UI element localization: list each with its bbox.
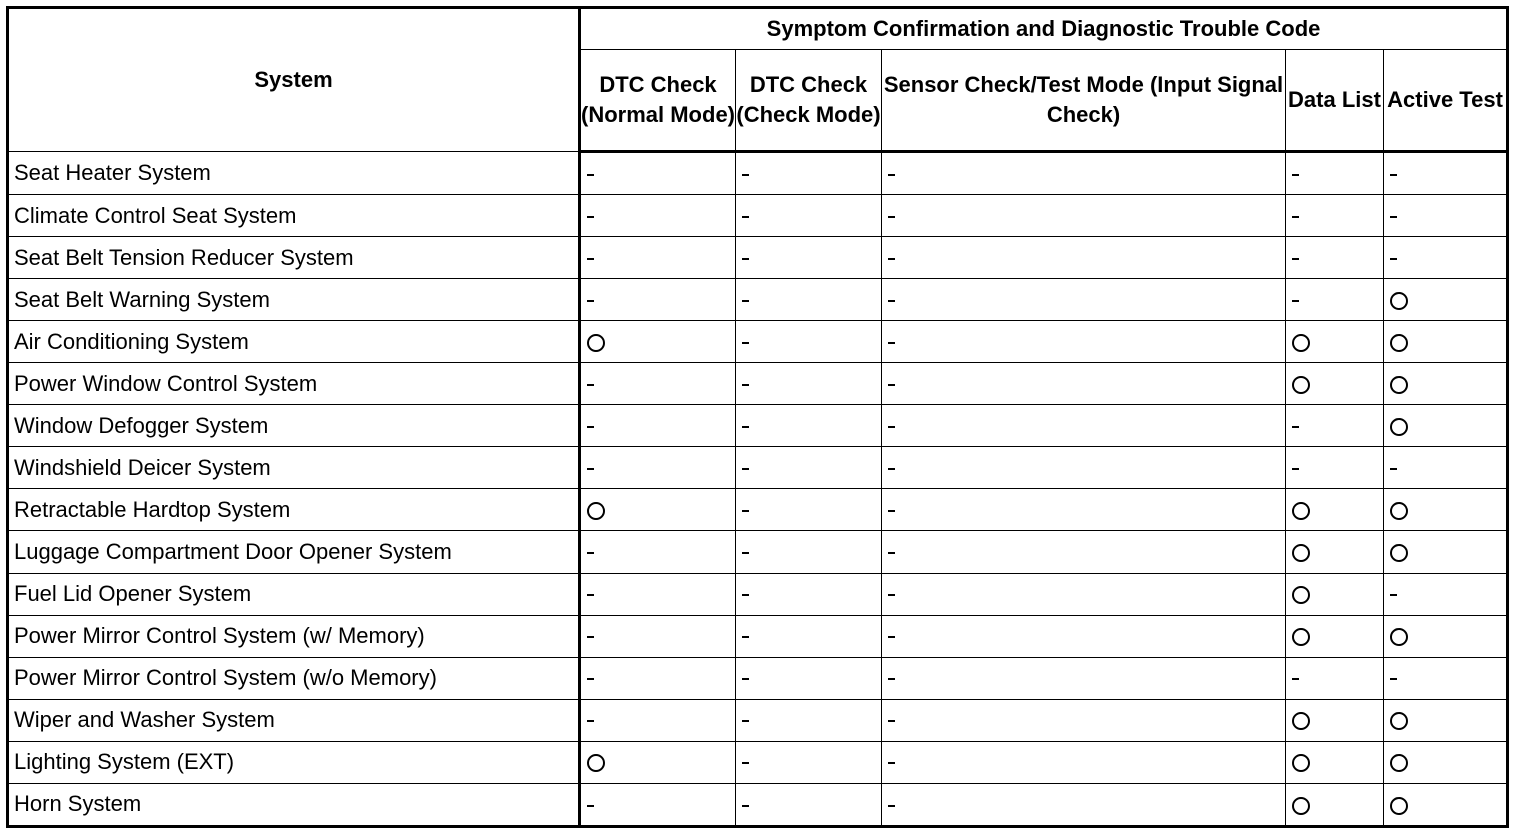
not-supported-dash-icon: [587, 300, 594, 302]
dtc-normal-cell: [580, 573, 736, 615]
not-supported-dash-icon: [742, 468, 749, 470]
not-supported-dash-icon: [742, 678, 749, 680]
not-supported-dash-icon: [888, 510, 895, 512]
supported-circle-icon: [1390, 712, 1408, 730]
not-supported-dash-icon: [1292, 468, 1299, 470]
dtc-check-cell: [736, 405, 882, 447]
sensor-check-cell: [882, 489, 1286, 531]
dtc-check-cell: [736, 152, 882, 195]
not-supported-dash-icon: [742, 805, 749, 807]
supported-circle-icon: [1292, 712, 1310, 730]
active-test-cell: [1384, 279, 1508, 321]
dtc-check-cell: [736, 321, 882, 363]
supported-circle-icon: [1390, 334, 1408, 352]
system-name-cell: Horn System: [8, 783, 580, 826]
active-test-cell: [1384, 657, 1508, 699]
not-supported-dash-icon: [888, 720, 895, 722]
table-row: [8, 657, 1508, 699]
sensor-check-cell: [882, 741, 1286, 783]
supported-circle-icon: [1390, 797, 1408, 815]
not-supported-dash-icon: [742, 174, 749, 176]
data-list-cell: [1286, 699, 1384, 741]
not-supported-dash-icon: [587, 426, 594, 428]
table-row: [8, 573, 1508, 615]
data-list-cell: [1286, 783, 1384, 826]
table-row: [8, 447, 1508, 489]
system-name-cell: Wiper and Washer System: [8, 699, 580, 741]
not-supported-dash-icon: [742, 384, 749, 386]
system-name-cell: Air Conditioning System: [8, 321, 580, 363]
not-supported-dash-icon: [888, 552, 895, 554]
dtc-normal-cell: [580, 195, 736, 237]
supported-circle-icon: [1292, 797, 1310, 815]
data-list-cell: [1286, 531, 1384, 573]
active-test-column-header: Active Test: [1384, 50, 1508, 152]
active-test-cell: [1384, 783, 1508, 826]
sensor-check-cell: [882, 615, 1286, 657]
not-supported-dash-icon: [587, 468, 594, 470]
table-row: [8, 699, 1508, 741]
not-supported-dash-icon: [1390, 258, 1397, 260]
not-supported-dash-icon: [742, 594, 749, 596]
data-list-cell: [1286, 573, 1384, 615]
dtc-check-cell: [736, 531, 882, 573]
dtc-normal-cell: [580, 237, 736, 279]
not-supported-dash-icon: [742, 216, 749, 218]
not-supported-dash-icon: [888, 300, 895, 302]
supported-circle-icon: [1390, 292, 1408, 310]
not-supported-dash-icon: [587, 678, 594, 680]
sensor-check-cell: [882, 783, 1286, 826]
data-list-cell: [1286, 657, 1384, 699]
table-row: [8, 279, 1508, 321]
table-row: [8, 531, 1508, 573]
dtc-check-cell: [736, 573, 882, 615]
sensor-check-cell: [882, 152, 1286, 195]
not-supported-dash-icon: [1390, 594, 1397, 596]
not-supported-dash-icon: [888, 636, 895, 638]
not-supported-dash-icon: [742, 342, 749, 344]
active-test-cell: [1384, 615, 1508, 657]
data-list-cell: [1286, 405, 1384, 447]
supported-circle-icon: [1292, 628, 1310, 646]
supported-circle-icon: [1390, 628, 1408, 646]
not-supported-dash-icon: [742, 762, 749, 764]
active-test-cell: [1384, 321, 1508, 363]
table-body: [8, 152, 1508, 827]
dtc-normal-cell: [580, 152, 736, 195]
table-row: [8, 615, 1508, 657]
supported-circle-icon: [1292, 544, 1310, 562]
supported-circle-icon: [1390, 418, 1408, 436]
system-name-cell: Power Mirror Control System (w/ Memory): [8, 615, 580, 657]
not-supported-dash-icon: [742, 720, 749, 722]
dtc-normal-cell: [580, 489, 736, 531]
system-name-cell: Seat Heater System: [8, 152, 580, 195]
not-supported-dash-icon: [742, 510, 749, 512]
diagnostic-function-table: [6, 6, 1509, 828]
data-list-cell: [1286, 279, 1384, 321]
active-test-cell: [1384, 195, 1508, 237]
not-supported-dash-icon: [888, 426, 895, 428]
not-supported-dash-icon: [742, 258, 749, 260]
dtc-check-cell: [736, 363, 882, 405]
data-list-cell: [1286, 321, 1384, 363]
table-row: [8, 237, 1508, 279]
data-list-cell: [1286, 195, 1384, 237]
table-row: [8, 741, 1508, 783]
system-name-cell: Seat Belt Warning System: [8, 279, 580, 321]
sensor-check-cell: [882, 363, 1286, 405]
not-supported-dash-icon: [1292, 426, 1299, 428]
not-supported-dash-icon: [587, 594, 594, 596]
not-supported-dash-icon: [1292, 216, 1299, 218]
symptom-confirmation-group-header: Symptom Confirmation and Diagnostic Trouble Code: [580, 8, 1508, 50]
not-supported-dash-icon: [1292, 258, 1299, 260]
supported-circle-icon: [1390, 502, 1408, 520]
system-column-header: System: [8, 8, 580, 152]
dtc-normal-cell: [580, 657, 736, 699]
active-test-cell: [1384, 699, 1508, 741]
dtc-normal-cell: [580, 699, 736, 741]
active-test-cell: [1384, 363, 1508, 405]
not-supported-dash-icon: [587, 384, 594, 386]
data-list-cell: [1286, 741, 1384, 783]
dtc-normal-cell: [580, 447, 736, 489]
header-row-group: [8, 8, 1508, 50]
dtc-check-cell: [736, 447, 882, 489]
data-list-cell: [1286, 152, 1384, 195]
supported-circle-icon: [1390, 544, 1408, 562]
dtc-check-cell: [736, 237, 882, 279]
not-supported-dash-icon: [587, 805, 594, 807]
not-supported-dash-icon: [587, 636, 594, 638]
not-supported-dash-icon: [888, 342, 895, 344]
data-list-cell: [1286, 615, 1384, 657]
active-test-cell: [1384, 531, 1508, 573]
supported-circle-icon: [587, 334, 605, 352]
data-list-cell: [1286, 489, 1384, 531]
not-supported-dash-icon: [742, 300, 749, 302]
not-supported-dash-icon: [1390, 678, 1397, 680]
active-test-cell: [1384, 573, 1508, 615]
dtc-normal-cell: [580, 741, 736, 783]
table-row: [8, 195, 1508, 237]
not-supported-dash-icon: [1292, 174, 1299, 176]
sensor-check-cell: [882, 321, 1286, 363]
supported-circle-icon: [1292, 754, 1310, 772]
active-test-cell: [1384, 152, 1508, 195]
system-name-cell: Climate Control Seat System: [8, 195, 580, 237]
not-supported-dash-icon: [888, 174, 895, 176]
dtc-normal-cell: [580, 279, 736, 321]
not-supported-dash-icon: [888, 258, 895, 260]
not-supported-dash-icon: [742, 636, 749, 638]
system-name-cell: Seat Belt Tension Reducer System: [8, 237, 580, 279]
dtc-check-cell: [736, 699, 882, 741]
not-supported-dash-icon: [587, 720, 594, 722]
not-supported-dash-icon: [1292, 300, 1299, 302]
not-supported-dash-icon: [888, 762, 895, 764]
dtc-check-column-header: DTC Check (Check Mode): [736, 50, 882, 152]
not-supported-dash-icon: [742, 426, 749, 428]
data-list-cell: [1286, 237, 1384, 279]
dtc-check-cell: [736, 657, 882, 699]
sensor-check-column-header: Sensor Check/Test Mode (Input Signal Check): [882, 50, 1286, 152]
not-supported-dash-icon: [742, 552, 749, 554]
not-supported-dash-icon: [587, 552, 594, 554]
active-test-cell: [1384, 405, 1508, 447]
data-list-cell: [1286, 447, 1384, 489]
not-supported-dash-icon: [587, 216, 594, 218]
not-supported-dash-icon: [1292, 678, 1299, 680]
supported-circle-icon: [1292, 376, 1310, 394]
supported-circle-icon: [587, 754, 605, 772]
dtc-normal-cell: [580, 615, 736, 657]
dtc-check-cell: [736, 279, 882, 321]
system-name-cell: Power Window Control System: [8, 363, 580, 405]
system-name-cell: Fuel Lid Opener System: [8, 573, 580, 615]
system-name-cell: Window Defogger System: [8, 405, 580, 447]
not-supported-dash-icon: [888, 216, 895, 218]
system-name-cell: Windshield Deicer System: [8, 447, 580, 489]
active-test-cell: [1384, 237, 1508, 279]
table-row: [8, 152, 1508, 195]
not-supported-dash-icon: [888, 468, 895, 470]
sensor-check-cell: [882, 237, 1286, 279]
active-test-cell: [1384, 741, 1508, 783]
active-test-cell: [1384, 489, 1508, 531]
table-row: [8, 363, 1508, 405]
not-supported-dash-icon: [888, 384, 895, 386]
sensor-check-cell: [882, 699, 1286, 741]
supported-circle-icon: [1390, 376, 1408, 394]
dtc-normal-cell: [580, 531, 736, 573]
supported-circle-icon: [1292, 502, 1310, 520]
dtc-check-cell: [736, 195, 882, 237]
sensor-check-cell: [882, 573, 1286, 615]
sensor-check-cell: [882, 657, 1286, 699]
dtc-check-cell: [736, 741, 882, 783]
supported-circle-icon: [1390, 754, 1408, 772]
data-list-cell: [1286, 363, 1384, 405]
system-name-cell: Retractable Hardtop System: [8, 489, 580, 531]
table-row: [8, 405, 1508, 447]
sensor-check-cell: [882, 279, 1286, 321]
not-supported-dash-icon: [888, 594, 895, 596]
not-supported-dash-icon: [587, 258, 594, 260]
active-test-cell: [1384, 447, 1508, 489]
not-supported-dash-icon: [1390, 174, 1397, 176]
supported-circle-icon: [1292, 586, 1310, 604]
dtc-normal-cell: [580, 405, 736, 447]
dtc-check-cell: [736, 783, 882, 826]
not-supported-dash-icon: [587, 174, 594, 176]
table-row: [8, 321, 1508, 363]
not-supported-dash-icon: [888, 805, 895, 807]
sensor-check-cell: [882, 405, 1286, 447]
not-supported-dash-icon: [1390, 468, 1397, 470]
dtc-check-cell: [736, 615, 882, 657]
sensor-check-cell: [882, 195, 1286, 237]
sensor-check-cell: [882, 447, 1286, 489]
system-name-cell: Power Mirror Control System (w/o Memory): [8, 657, 580, 699]
supported-circle-icon: [1292, 334, 1310, 352]
supported-circle-icon: [587, 502, 605, 520]
sensor-check-cell: [882, 531, 1286, 573]
dtc-normal-column-header: DTC Check (Normal Mode): [580, 50, 736, 152]
not-supported-dash-icon: [888, 678, 895, 680]
dtc-normal-cell: [580, 783, 736, 826]
data-list-column-header: Data List: [1286, 50, 1384, 152]
table-row: [8, 783, 1508, 826]
not-supported-dash-icon: [1390, 216, 1397, 218]
system-name-cell: Lighting System (EXT): [8, 741, 580, 783]
dtc-check-cell: [736, 489, 882, 531]
dtc-normal-cell: [580, 321, 736, 363]
dtc-normal-cell: [580, 363, 736, 405]
system-name-cell: Luggage Compartment Door Opener System: [8, 531, 580, 573]
table-row: [8, 489, 1508, 531]
